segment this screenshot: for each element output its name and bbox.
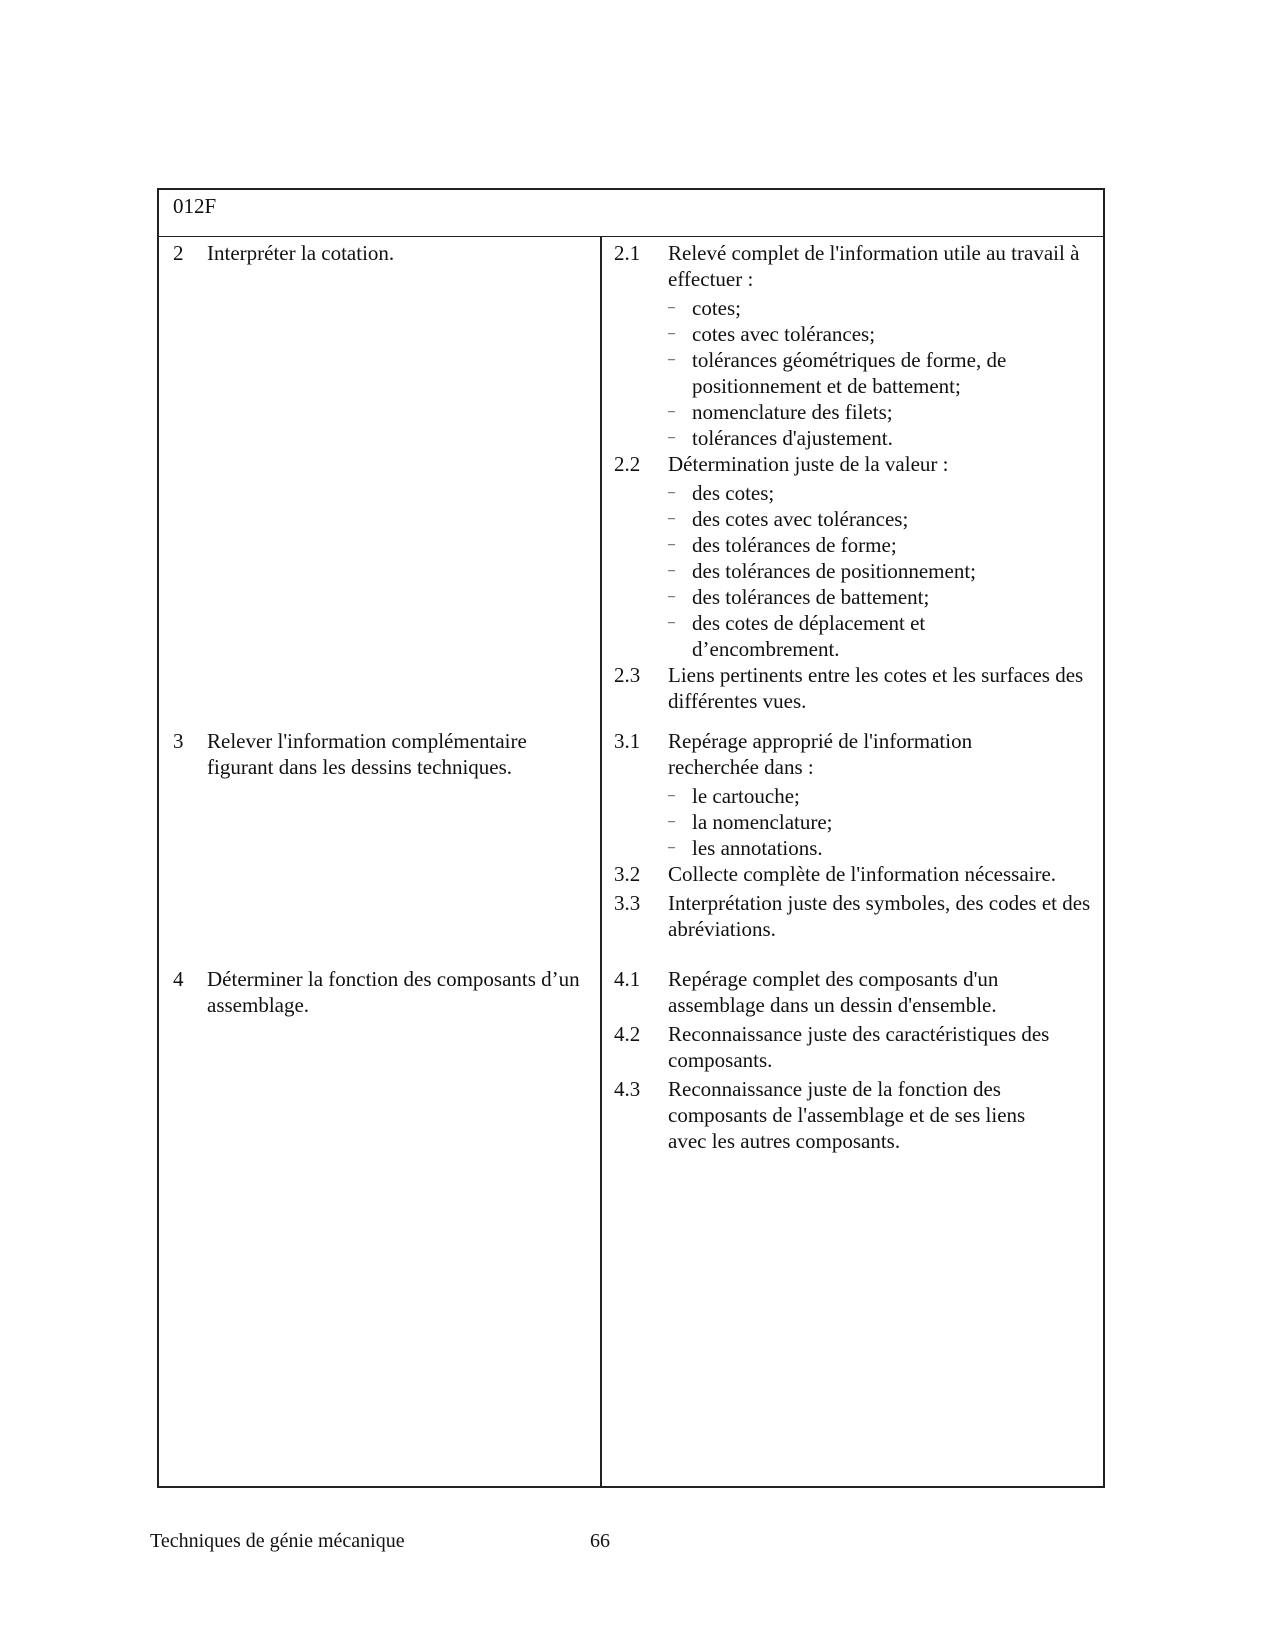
criterion-text: Relevé complet de l'information utile au travail à effectuer : xyxy=(668,241,1080,291)
dash-icon: – xyxy=(668,615,675,630)
criterion-text: Reconnaissance juste des caractéristiques des composants. xyxy=(668,1022,1050,1072)
criterion xyxy=(614,728,1099,780)
bullet-item xyxy=(668,584,1099,610)
bullet-text: nomenclature des filets; xyxy=(692,400,893,424)
criterion xyxy=(614,861,1099,887)
bullet-text: des cotes; xyxy=(692,481,775,505)
bullet-text: tolérances d'ajustement. xyxy=(692,426,893,450)
footer-program-title: Techniques de génie mécanique xyxy=(150,1530,405,1552)
dash-icon: – xyxy=(668,788,675,803)
header-divider xyxy=(159,236,1103,237)
dash-icon: – xyxy=(668,563,675,578)
dash-icon: – xyxy=(668,840,675,855)
bullet-item xyxy=(668,558,1099,584)
bullet-item xyxy=(668,532,1099,558)
bullet-text: le cartouche; xyxy=(692,784,800,808)
bullet-item xyxy=(668,835,1099,861)
criterion-number: 3.2 xyxy=(614,862,641,886)
page-number: 66 xyxy=(590,1530,610,1552)
task-row xyxy=(173,240,394,266)
task-label: Déterminer la fonction des composants d’un assemblage. xyxy=(207,967,580,1017)
criteria-group xyxy=(614,240,1099,714)
bullet-item xyxy=(668,399,1099,425)
dash-icon: – xyxy=(668,352,675,367)
criterion xyxy=(614,966,1099,1018)
task-number: 2 xyxy=(173,241,184,265)
criterion xyxy=(614,451,1099,477)
criterion xyxy=(614,1021,1099,1073)
task-row xyxy=(173,728,583,780)
dash-icon: – xyxy=(668,300,675,315)
bullet-text: cotes avec tolérances; xyxy=(692,322,876,346)
criterion-number: 2.2 xyxy=(614,452,641,476)
dash-icon: – xyxy=(668,326,675,341)
criterion-number: 3.3 xyxy=(614,891,641,915)
bullet-text: des tolérances de forme; xyxy=(692,533,897,557)
bullet-text: les annotations. xyxy=(692,836,823,860)
criterion-number: 2.3 xyxy=(614,663,641,687)
bullet-item xyxy=(668,295,1099,321)
criterion-number: 3.1 xyxy=(614,729,641,753)
criterion-text: Interprétation juste des symboles, des codes et des abréviations. xyxy=(668,891,1091,941)
bullet-text: des cotes avec tolérances; xyxy=(692,507,909,531)
dash-icon: – xyxy=(668,485,675,500)
bullet-text: des tolérances de positionnement; xyxy=(692,559,977,583)
task-label: Interpréter la cotation. xyxy=(207,241,395,265)
dash-icon: – xyxy=(668,430,675,445)
criterion-number: 4.1 xyxy=(614,967,641,991)
competency-code: 012F xyxy=(173,194,217,218)
criteria-group xyxy=(614,728,1099,942)
criterion-text: Reconnaissance juste de la fonction des composants de l'assemblage et de ses liens avec les autres composants. xyxy=(668,1077,1026,1153)
criterion-number: 4.2 xyxy=(614,1022,641,1046)
criterion xyxy=(614,240,1099,292)
task-row xyxy=(173,966,583,1018)
dash-icon: – xyxy=(668,814,675,829)
bullet-text: des tolérances de battement; xyxy=(692,585,930,609)
criterion-text: Liens pertinents entre les cotes et les surfaces des différentes vues. xyxy=(668,663,1084,713)
bullet-item xyxy=(668,783,1099,809)
bullet-item xyxy=(668,347,1099,399)
dash-icon: – xyxy=(668,589,675,604)
bullet-item xyxy=(668,321,1099,347)
criterion-text: Repérage approprié de l'information recherchée dans : xyxy=(668,729,973,779)
criteria-group xyxy=(614,966,1099,1154)
bullet-item xyxy=(668,809,1099,835)
dash-icon: – xyxy=(668,511,675,526)
bullet-item xyxy=(668,480,1099,506)
criterion-number: 4.3 xyxy=(614,1077,641,1101)
criterion-text: Repérage complet des composants d'un assemblage dans un dessin d'ensemble. xyxy=(668,967,999,1017)
bullet-text: cotes; xyxy=(692,296,741,320)
bullet-text: la nomenclature; xyxy=(692,810,833,834)
bullet-item xyxy=(668,425,1099,451)
criterion-text: Détermination juste de la valeur : xyxy=(668,452,949,476)
dash-icon: – xyxy=(668,404,675,419)
task-label: Relever l'information complémentaire figurant dans les dessins techniques. xyxy=(207,729,527,779)
task-number: 4 xyxy=(173,967,184,991)
task-number: 3 xyxy=(173,729,184,753)
criterion xyxy=(614,662,1099,714)
criterion xyxy=(614,890,1099,942)
bullet-text: tolérances géométriques de forme, de positionnement et de battement; xyxy=(692,348,1007,398)
criterion xyxy=(614,1076,1099,1154)
column-divider xyxy=(600,236,602,1486)
criterion-text: Collecte complète de l'information nécessaire. xyxy=(668,862,1057,886)
bullet-text: des cotes de déplacement et d’encombrement. xyxy=(692,611,926,661)
bullet-item xyxy=(668,610,1099,662)
bullet-item xyxy=(668,506,1099,532)
dash-icon: – xyxy=(668,537,675,552)
competency-table xyxy=(157,188,1105,1488)
criterion-number: 2.1 xyxy=(614,241,641,265)
